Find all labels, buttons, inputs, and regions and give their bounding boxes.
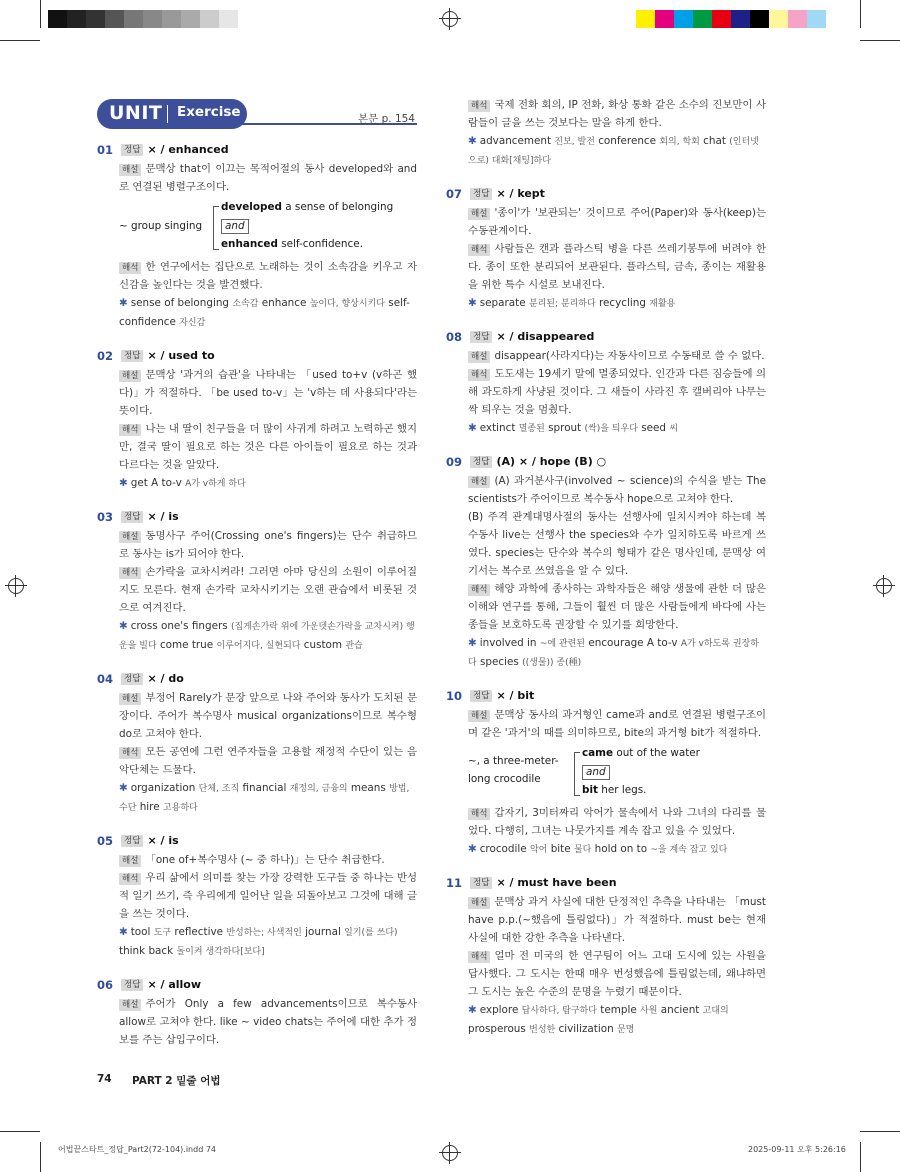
item-number: 04	[97, 672, 114, 686]
answer-tag: 정답	[470, 456, 492, 468]
vocab-word: organization	[130, 782, 196, 794]
answer-text: (A) × / hope (B) ○	[496, 455, 607, 468]
asterisk-icon: ✱	[119, 620, 128, 632]
vocabulary-line	[468, 634, 766, 672]
vocab-word: hold on to	[594, 843, 648, 855]
label-tag: 해석	[119, 747, 141, 759]
answer-header	[97, 669, 417, 689]
paragraph-text: 나는 내 딸이 친구들을 더 많이 사귀게 하려고 노력하곤 했지만, 결국 딸이 필요로 하는 것은 다른 아이들이 필요로 하는 것과 다르다는 것을 알았다.	[119, 423, 417, 471]
vocabulary-line	[119, 923, 417, 961]
answer-text: × / bit	[496, 689, 535, 702]
and-box: and	[582, 765, 610, 780]
answer-header	[97, 507, 417, 527]
vocab-meaning: 답사하다, 탐구하다	[521, 1006, 597, 1016]
paragraph-text: 갑자기, 3미터짜리 악어가 물속에서 나와 그녀의 다리를 물었다. 다행히, 그녀는 나뭇가지를 계속 잡고 있을 수 있었다.	[468, 807, 766, 837]
asterisk-icon: ✱	[119, 477, 128, 489]
answer-item	[446, 873, 766, 1039]
answer-header	[446, 184, 766, 204]
answer-item	[446, 184, 766, 313]
vocab-word: bite	[550, 843, 571, 855]
vocab-meaning: 자신감	[179, 318, 206, 328]
crop-mark	[860, 1142, 861, 1172]
explanation-paragraph	[468, 96, 766, 132]
grayscale-bar	[48, 10, 257, 28]
label-tag: 해석	[468, 100, 490, 112]
item-number: 08	[446, 330, 463, 344]
answer-header	[97, 346, 417, 366]
asterisk-icon: ✱	[468, 637, 477, 649]
vocab-meaning: 분리된; 분리하다	[528, 299, 596, 309]
vocab-word: seed	[641, 422, 666, 434]
answer-item	[97, 831, 417, 961]
color-swatch	[162, 10, 181, 28]
parallel-structure-diagram	[119, 198, 417, 256]
answer-header	[97, 140, 417, 160]
vocab-meaning: 회의, 학회	[659, 137, 700, 147]
answer-item	[446, 452, 766, 672]
asterisk-icon: ✱	[468, 135, 477, 147]
answer-item	[446, 327, 766, 438]
explanation-paragraph	[119, 258, 417, 294]
paragraph-text: 사람들은 캔과 플라스틱 병을 다른 쓰레기봉투에 버려야 한다. 종이 또한 분리되어 보관된다. 플라스틱, 금속, 종이는 재활용을 위한 특수 시설로 보내진다.	[468, 243, 766, 291]
crop-mark	[860, 40, 900, 41]
color-swatch	[86, 10, 105, 28]
vocab-word: chat	[703, 135, 726, 147]
vocab-word: journal	[305, 926, 341, 938]
vocab-meaning: 번성한	[529, 1025, 556, 1035]
label-tag: 해석	[119, 567, 141, 579]
color-swatch	[48, 10, 67, 28]
registration-mark-icon	[876, 578, 892, 594]
answer-text: × / kept	[496, 187, 545, 200]
explanation-paragraph	[119, 160, 417, 196]
vocab-word: hire	[139, 801, 160, 813]
explanation-paragraph	[468, 947, 766, 1001]
vocab-word: explore	[479, 1004, 519, 1016]
explanation-paragraph	[468, 804, 766, 840]
item-number: 09	[446, 455, 463, 469]
diagram-line-2	[221, 217, 249, 235]
asterisk-icon: ✱	[468, 843, 477, 855]
answer-text: × / must have been	[496, 876, 617, 889]
explanation-paragraph	[119, 743, 417, 779]
asterisk-icon: ✱	[468, 297, 477, 309]
vocab-word: means	[350, 782, 386, 794]
vocab-word: prosperous	[468, 1023, 526, 1035]
vocabulary-line	[119, 617, 417, 655]
left-column	[97, 140, 417, 1063]
paragraph-text: disappear(사라지다)는 자동사이므로 수동태로 쓸 수 없다.	[494, 350, 765, 362]
vocab-meaning: 멸종된	[518, 424, 545, 434]
vocab-word: get A to-v	[130, 477, 182, 489]
answer-header	[446, 873, 766, 893]
label-tag: 해설	[468, 897, 490, 909]
slug-filename: 어법끝스타트_정답_Part2(72-104).indd 74	[58, 1145, 216, 1154]
vocab-meaning: 관습	[345, 641, 363, 651]
vocab-word: self-confidence	[119, 297, 410, 328]
vocab-meaning: ((생물)) 종(種)	[522, 658, 582, 668]
label-tag: 해석	[468, 244, 490, 256]
label-tag: 해설	[119, 164, 141, 176]
vocab-meaning: 돌이켜 생각하다[보다]	[176, 947, 265, 957]
answer-tag: 정답	[121, 673, 143, 685]
diagram-subject: ~ group singing	[119, 220, 203, 232]
vocab-word: civilization	[558, 1023, 614, 1035]
parallel-structure-diagram	[468, 744, 766, 802]
vocab-word: come true	[159, 639, 214, 651]
color-swatch	[181, 10, 200, 28]
vocab-word: separate	[479, 297, 526, 309]
answer-tag: 정답	[121, 835, 143, 847]
unit-badge	[97, 99, 247, 129]
answer-item	[97, 669, 417, 817]
vocab-meaning: 소속감	[232, 299, 259, 309]
color-swatch	[788, 10, 807, 28]
answer-item	[97, 507, 417, 655]
explanation-paragraph	[468, 706, 766, 742]
color-swatch	[67, 10, 86, 28]
item-number: 05	[97, 834, 114, 848]
explanation-paragraph	[468, 472, 766, 508]
explanation-paragraph	[468, 508, 766, 580]
vocab-meaning: 높이다, 향상시키다	[309, 299, 385, 309]
vocab-word: involved in	[479, 637, 537, 649]
explanation-paragraph	[468, 893, 766, 947]
diagram-phrase: self-confidence.	[277, 238, 363, 250]
crop-mark	[0, 40, 40, 41]
answer-text: × / disappeared	[496, 330, 595, 343]
answer-item	[97, 975, 417, 1049]
label-tag: 해석	[468, 808, 490, 820]
vocab-meaning: 단체, 조직	[198, 784, 240, 794]
vocab-meaning: 방법, 수단	[119, 784, 410, 813]
color-swatch	[826, 10, 845, 28]
paragraph-text: 국제 전화 회의, IP 전화, 화상 통화 같은 소수의 진보만이 사람들이 글을 쓰는 것보다는 말을 하게 한다.	[468, 99, 766, 129]
item-number: 10	[446, 689, 463, 703]
answer-item	[97, 140, 417, 332]
vocab-word: sprout	[548, 422, 582, 434]
vocab-meaning: 진보, 발전	[554, 137, 595, 147]
paragraph-text: 문맥상 동사의 과거형인 came과 and로 연결된 병렬구조이며 같은 '과거'의 때를 의미하므로, bite의 과거형 bit가 적절하다.	[468, 709, 766, 739]
item-number: 01	[97, 143, 114, 157]
vocab-meaning: 씨	[669, 424, 679, 434]
diagram-phrase: out of the water	[613, 747, 700, 759]
explanation-paragraph	[119, 869, 417, 923]
vocab-word: reflective	[174, 926, 224, 938]
diagram-phrase: a sense of belonging	[281, 201, 394, 213]
vocabulary-line	[119, 474, 417, 493]
color-swatch	[693, 10, 712, 28]
label-tag: 해설	[468, 476, 490, 488]
vocab-word: crocodile	[479, 843, 527, 855]
paragraph-text: 손가락을 교차시켜라! 그러면 아마 당신의 소원이 이루어질지도 모른다. 현재 손가락 교차시키기는 오랜 관습에서 비롯된 것으로 여겨진다.	[119, 566, 417, 614]
crop-mark	[860, 0, 861, 28]
registration-mark-icon	[442, 11, 458, 27]
crop-mark	[40, 0, 41, 28]
vocabulary-line	[119, 294, 417, 332]
explanation-paragraph	[119, 563, 417, 617]
explanation-paragraph	[119, 527, 417, 563]
registration-mark-icon	[442, 1145, 458, 1161]
answer-text: × / used to	[147, 349, 215, 362]
paragraph-text: 모든 공연에 그런 연주자들을 고용할 재정적 수단이 있는 음악단체는 드물다.	[119, 746, 417, 776]
vocab-word: ancient	[660, 1004, 700, 1016]
crop-mark	[40, 1142, 41, 1172]
vocab-meaning: 고용하다	[162, 803, 198, 813]
vocab-word: recycling	[599, 297, 646, 309]
answer-text: × / allow	[147, 978, 202, 991]
vocab-meaning: (싹)을 틔우다	[584, 424, 638, 434]
asterisk-icon: ✱	[119, 782, 128, 794]
answer-text: × / enhanced	[147, 143, 229, 156]
label-tag: 해석	[468, 584, 490, 596]
label-tag: 해석	[119, 424, 141, 436]
label-tag: 해설	[119, 855, 141, 867]
explanation-paragraph	[119, 366, 417, 420]
color-swatch	[769, 10, 788, 28]
color-swatch	[200, 10, 219, 28]
diagram-line-2	[582, 763, 610, 781]
vocab-meaning: ~을 계속 잡고 있다	[650, 845, 728, 855]
vocab-meaning: 이루어지다, 실현되다	[216, 641, 301, 651]
answer-header	[446, 686, 766, 706]
color-swatch	[731, 10, 750, 28]
answer-text: × / is	[147, 834, 179, 847]
explanation-paragraph	[119, 995, 417, 1049]
explanation-paragraph	[119, 851, 417, 869]
vocabulary-line	[119, 779, 417, 817]
vocab-meaning: 도구	[153, 928, 172, 938]
vocab-meaning: 물다	[573, 845, 592, 855]
answer-item	[446, 686, 766, 859]
vocab-meaning: ~에 관련된	[539, 639, 585, 649]
vocab-meaning: 반성하는; 사색적인	[226, 928, 302, 938]
color-swatch	[750, 10, 769, 28]
vocab-meaning: A가 v하게 하다	[185, 479, 246, 489]
paragraph-text: 문맥상 과거 사실에 대한 단정적인 추측을 나타내는 「must have p.p.(~했음에 틀림없다)」가 적절하다. must be는 현재 사실에 대한 강한 추측을 나타낸다.	[468, 896, 766, 944]
running-footer: PART 2 밑줄 어법	[132, 1075, 221, 1087]
paragraph-text: 한 연구에서는 집단으로 노래하는 것이 소속감을 키우고 자신감을 높인다는 것을 발견했다.	[119, 261, 417, 291]
diagram-verb: bit	[582, 784, 598, 796]
explanation-paragraph	[468, 204, 766, 240]
vocab-word: think back	[119, 945, 174, 957]
crop-mark	[0, 1131, 40, 1132]
paragraph-text: (B) 주격 관계대명사절의 동사는 선행사에 일치시켜야 하는데 복수동사 live는 선행사 the species와 수가 일치하도록 바르게 쓰였다. species는 단수와 복수의 형태가 같은 명사인데, 문맥상 여기서는 복수로 쓰였음을 알 수 있다.	[468, 511, 766, 577]
vocab-meaning: 재활용	[649, 299, 676, 309]
vocab-word: extinct	[479, 422, 516, 434]
vocab-word: encourage A to-v	[588, 637, 678, 649]
explanation-paragraph	[468, 365, 766, 419]
bracket-icon	[574, 752, 580, 796]
diagram-verb: enhanced	[221, 238, 278, 250]
color-swatch	[219, 10, 238, 28]
slug-timestamp: 2025-09-11 오후 5:26:16	[748, 1145, 846, 1154]
answer-tag: 정답	[470, 877, 492, 889]
unit-label: UNIT	[109, 102, 163, 124]
vocab-meaning: 사원	[640, 1006, 658, 1016]
and-box: and	[221, 219, 249, 234]
answer-text: × / is	[147, 510, 179, 523]
vocab-word: financial	[242, 782, 287, 794]
vocab-meaning: A가 v하도록 권장하다	[468, 639, 759, 668]
crop-mark	[860, 1131, 900, 1132]
vocabulary-line	[468, 132, 766, 170]
explanation-paragraph	[468, 240, 766, 294]
asterisk-icon: ✱	[468, 1004, 477, 1016]
vocabulary-line	[468, 1001, 766, 1039]
answer-header	[446, 327, 766, 347]
diagram-line-1	[221, 198, 393, 216]
answer-tag: 정답	[470, 690, 492, 702]
paragraph-text: (A) 과거분사구(involved ~ science)의 수식을 받는 The scientists가 주어이므로 복수동사 hope으로 고쳐야 한다.	[468, 475, 766, 505]
asterisk-icon: ✱	[468, 422, 477, 434]
color-swatch	[124, 10, 143, 28]
color-swatch	[105, 10, 124, 28]
item-number: 11	[446, 876, 463, 890]
vocab-word: enhance	[261, 297, 307, 309]
vocab-word: tool	[130, 926, 151, 938]
paragraph-text: 부정어 Rarely가 문장 앞으로 나와 주어와 동사가 도치된 문장이다. 주어가 복수명사 musical organizations이므로 복수형 do로 고쳐야 한다.	[119, 692, 417, 740]
answer-tag: 정답	[470, 331, 492, 343]
explanation-paragraph	[468, 347, 766, 365]
page-number: 74	[97, 1073, 112, 1085]
vocabulary-line	[468, 840, 766, 859]
diagram-phrase: her legs.	[597, 784, 647, 796]
answer-header	[97, 975, 417, 995]
color-swatch	[712, 10, 731, 28]
asterisk-icon: ✱	[119, 926, 128, 938]
item-number: 06	[97, 978, 114, 992]
answer-item	[97, 346, 417, 493]
answer-tag: 정답	[121, 350, 143, 362]
label-tag: 해석	[468, 369, 490, 381]
color-bar	[636, 10, 845, 28]
label-tag: 해설	[119, 693, 141, 705]
answer-header	[97, 831, 417, 851]
asterisk-icon: ✱	[119, 297, 128, 309]
diagram-subject: ~, a three-meter-long crocodile	[468, 755, 559, 785]
vocab-word: sense of belonging	[130, 297, 230, 309]
vocab-word: custom	[303, 639, 343, 651]
diagram-verb: developed	[221, 201, 282, 213]
paragraph-text: 주어가 Only a few advancements이므로 복수동사 allow로 고쳐야 한다. like ~ video chats는 주어에 대한 추가 정보를 주는 삽입구이다.	[119, 998, 417, 1046]
diagram-line-3	[221, 235, 363, 253]
color-swatch	[807, 10, 826, 28]
vocab-meaning: 악어	[529, 845, 548, 855]
answer-tag: 정답	[470, 188, 492, 200]
paragraph-text: 문맥상 '과거의 습관'을 나타내는 「used to+v (v하곤 했다)」가 적절하다. 「be used to-v」는 'v하는 데 사용되다'라는 뜻이다.	[119, 369, 417, 417]
color-swatch	[655, 10, 674, 28]
vocab-word: conference	[598, 135, 657, 147]
item-number: 03	[97, 510, 114, 524]
answer-tag: 정답	[121, 144, 143, 156]
color-swatch	[674, 10, 693, 28]
vocab-meaning: 일기(를 쓰다)	[344, 928, 398, 938]
bracket-icon	[213, 206, 219, 250]
paragraph-text: 문맥상 that이 이끄는 목적어절의 동사 developed와 and로 연결된 병렬구조이다.	[119, 163, 417, 193]
vocab-word: temple	[600, 1004, 637, 1016]
label-tag: 해설	[119, 531, 141, 543]
label-tag: 해설	[468, 710, 490, 722]
paragraph-text: 동명사구 주어(Crossing one's fingers)는 단수 취급하므로 동사는 is가 되어야 한다.	[119, 530, 417, 560]
color-swatch	[143, 10, 162, 28]
explanation-paragraph	[468, 580, 766, 634]
exercise-label: Exercise	[177, 104, 241, 120]
unit-divider	[167, 105, 168, 123]
vocabulary-line	[468, 294, 766, 313]
paragraph-text: 우리 삶에서 의미를 찾는 가장 강력한 도구들 중 하나는 반성적 일기 쓰기, 즉 우리에게 일어난 일을 되돌아보고 그것에 대해 글을 쓰는 것이다.	[119, 872, 417, 920]
item-number: 02	[97, 349, 114, 363]
answer-text: × / do	[147, 672, 184, 685]
vocab-word: cross one's fingers	[130, 620, 228, 632]
label-tag: 해설	[119, 999, 141, 1011]
paragraph-text: 도도새는 19세기 말에 멸종되었다. 인간과 다른 짐승들에 의해 과도하게 사냥된 것이다. 그 새들이 사라진 후 캘버리아 나무는 싹 틔우는 것을 멈췄다.	[468, 368, 766, 416]
label-tag: 해석	[468, 951, 490, 963]
color-swatch	[636, 10, 655, 28]
label-tag: 해석	[119, 873, 141, 885]
vocab-meaning: 고대의	[702, 1006, 729, 1016]
vocabulary-line	[468, 419, 766, 438]
right-column	[446, 96, 766, 1053]
diagram-line-1	[582, 744, 700, 762]
answer-header	[446, 452, 766, 472]
vocab-word: advancement	[479, 135, 552, 147]
vocab-meaning: (집게손가락 위에 가운뎃손가락을 교차시켜) 행운을 빌다	[119, 622, 415, 651]
registration-mark-icon	[8, 578, 24, 594]
color-swatch	[238, 10, 257, 28]
label-tag: 해설	[468, 208, 490, 220]
vocab-meaning: 재정의, 금융의	[289, 784, 348, 794]
label-tag: 해석	[119, 262, 141, 274]
answer-item-continued	[446, 96, 766, 170]
paragraph-text: 얼마 전 미국의 한 연구팀이 어느 고대 도시에 있는 사원을 답사했다. 그 도시는 한때 매우 번성했음에 틀림없는데, 왜냐하면 그 도시는 높은 수준의 문명을 누렸기 때문이다.	[468, 950, 766, 998]
paragraph-text: 「one of+복수명사 (~ 중 하나)」는 단수 취급한다.	[145, 854, 385, 866]
item-number: 07	[446, 187, 463, 201]
diagram-verb: came	[582, 747, 614, 759]
answer-tag: 정답	[121, 979, 143, 991]
explanation-paragraph	[119, 420, 417, 474]
explanation-paragraph	[119, 689, 417, 743]
vocab-meaning: 문명	[616, 1025, 635, 1035]
paragraph-text: 해양 과학에 종사하는 과학자들은 해양 생물에 관한 더 많은 이해와 연구를 통해, 그들이 훨씬 더 많은 사람들에게 바다에 사는 종들을 보호하도록 권장할 수 있기를 희망한다.	[468, 583, 766, 631]
answer-tag: 정답	[121, 511, 143, 523]
vocab-word: species	[480, 656, 519, 668]
paragraph-text: '종이'가 '보관되는' 것이므로 주어(Paper)와 동사(keep)는 수동관계이다.	[468, 207, 766, 237]
label-tag: 해설	[468, 351, 490, 363]
page-reference: 본문 p. 154	[357, 113, 415, 125]
diagram-line-3	[582, 781, 646, 799]
vocab-meaning: (인터넷으로) 대화[채팅]하다	[468, 137, 759, 166]
label-tag: 해설	[119, 370, 141, 382]
